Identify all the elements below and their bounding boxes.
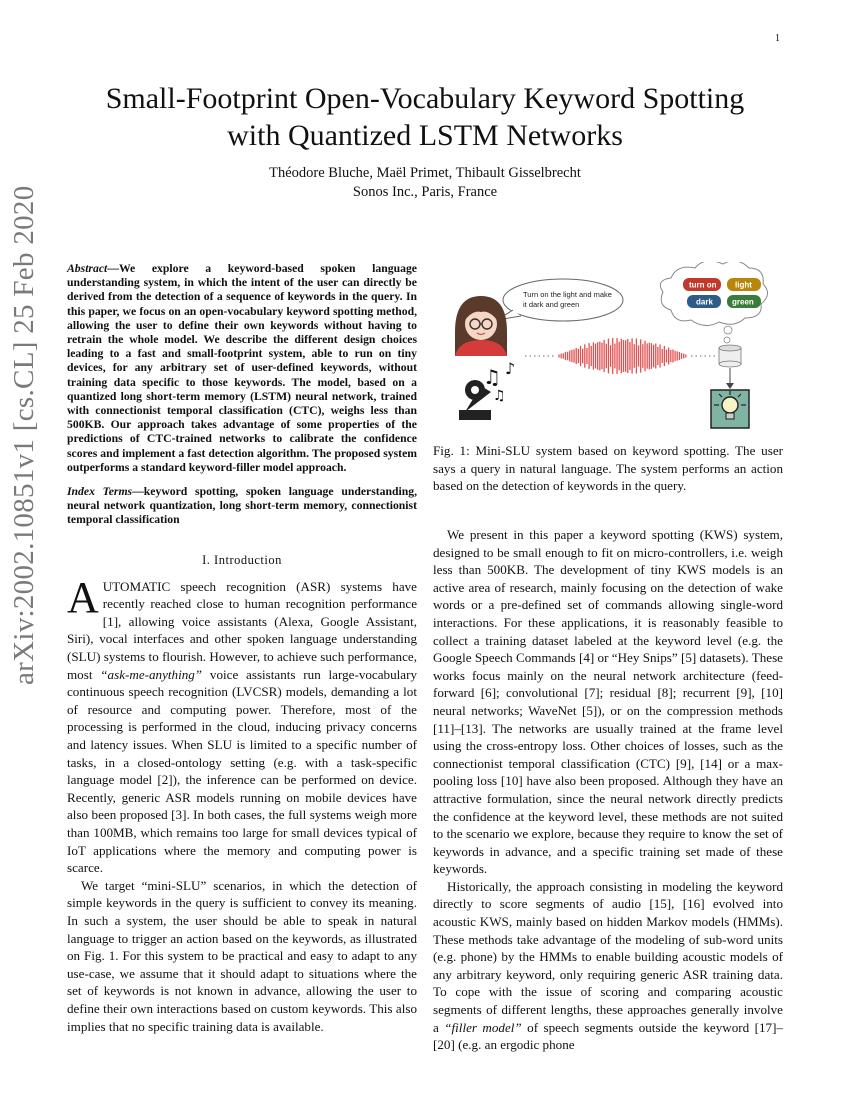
speech-line-2: it dark and green [523,300,580,309]
speech-bubble [497,279,623,321]
intro-paragraph-1 [67,572,417,877]
abstract-lead: Abstract [67,262,108,275]
lightbulb-icon [711,390,749,428]
svg-text:♪: ♪ [505,359,516,378]
svg-text:♫: ♫ [493,388,506,404]
right-paragraph-2 [433,878,783,1054]
index-terms-lead: Index Terms [67,485,133,499]
authors: Théodore Bluche, Maël Primet, Thibault Gisselbrecht [269,165,581,181]
right-column [433,526,783,1054]
figure-1-illustration [435,262,785,437]
right-paragraph-1: We present in this paper a keyword spotting (KWS) system, designed to be small enough to fit on micro-controllers, i.e. weigh less than 500KB. The development of tiny KWS models is an active area of research, mainly focusing on the detection of wake words or a pre-defined set of commands allowing single-word interactions. For these applications, it is reasonably feasible to collect a training dataset labeled at the keyword level (e.g. the Google Speech Commands [4] or “Hey Snips” [5] datasets). These works focus mainly on the neural network architecture (feed-forward [6]; convolutional [7]; residual [8]; recurrent [9], [10] neural networks; WaveNet [5]), or on the compression methods [11]–[13]. The networks are usually trained at the frame level using the cross-entropy loss. Other choices of losses, such as the connectionist temporal classification (CTC) [9], [14] or a max-pooling loss [10] have also been proposed. Although they have an attractive formulation, since the neural network directly predicts the confidence at the keyword level, these methods are not suited to the scenario we explore, because they require to know the set of keywords in advance, and a specific training set made of these keywords. [433,527,783,877]
svg-text:♫: ♫ [483,365,501,389]
paper-title [50,80,800,154]
dropcap: A [67,572,99,622]
right-p2-emphasis: “filler model” [444,1019,522,1035]
keyword-light: light [735,280,752,290]
audio-waveform-icon [559,338,686,374]
right-p2-rest: of speech segments outside the keyword [17]–[20] (e.g. an ergodic phone [433,1019,783,1053]
keyword-turn-on: turn on [689,280,717,290]
keyword-cloud [660,262,767,343]
speech-line-1: Turn on the light and make [523,290,612,299]
keyword-green: green [732,297,754,307]
intro-p1-text: UTOMATIC speech recognition (ASR) systems have recently reached close to human recognition performance [1], allowing voice assistants (Alexa, Google Assistant, Siri), vocal interfaces and other spoken language understanding (SLU) systems to flourish. However, to achieve such performance, most [67,578,417,682]
intro-p1-emphasis: “ask-me-anything” [100,666,203,682]
device-icon [719,345,741,367]
user-avatar-icon [455,296,507,356]
arxiv-stamp: arXiv:2002.10851v1 [cs.CL] 25 Feb 2020 [8,185,40,685]
title-line-2: with Quantized LSTM Networks [227,119,623,152]
figure-1-caption: Fig. 1: Mini-SLU system based on keyword spotting. The user says a query in natural language. The system performs an action based on the detection of keywords in the query. [433,443,783,494]
figure-1 [435,262,785,437]
abstract-text: —We explore a keyword-based spoken language understanding system, in which the intent of the user can directly be derived from the detection of a sequence of keywords in the query. In this paper, we focus on an open-vocabulary keyword spotting method, allowing the user to define their own keywords without having to retrain the whole model. We describe the different design choices leading to a fast and small-footprint system, able to run on tiny devices, for any arbitrary set of user-defined keywords, without training data specific to those keywords. The model, based on a quantized long short-term memory (LSTM) neural network, trained with connectionist temporal classification (CTC), weighs less than 500KB. Our approach takes advantage of some properties of the predictions of CTC-trained networks to calibrate the confidence scores and implement a fast detection algorithm. The proposed system outperforms a standard keyword-filler model approach. [67,262,417,474]
keyword-dark: dark [696,297,713,307]
index-terms-text: —keyword spotting, spoken language understanding, neural network quantization, long short-term memory, connectionist temporal classification [67,485,417,527]
intro-paragraph-2: We target “mini-SLU” scenarios, in which the detection of simple keywords in the query is sufficient to convey its meaning. In such a system, the user should be able to speak in natural language to trigger an action based on the keywords, as illustrated on Fig. 1. For this system to be practical and easy to adapt to any use-case, we assume that it should adapt to situations where the set of keywords is not known in advance, allowing the user to define their own interactions based on custom keywords. This also implies that no specific training data is available. [67,877,417,1034]
title-line-1: Small-Footprint Open-Vocabulary Keyword Spotting [105,82,745,115]
page-number: 1 [775,33,780,44]
section-heading-introduction: I. Introduction [202,552,282,567]
music-notes-icon [483,359,515,404]
right-p2-text: Historically, the approach consisting in modeling the keyword directly to score segments of audio [15], [16] evolved into acoustic KWS, mainly based on hidden Markov models (HMMs). These methods take advantage of the modeling of sub-word units (e.g. phone) by the HMMs to enable building acoustic models of any arbitrary keyword, only requiring generic ASR training data. To cope with the issue of scoring and comparing acoustic segments of different lengths, these approaches generally involve a [433,878,783,1035]
affiliation: Sonos Inc., Paris, France [352,184,498,200]
intro-p1-rest: voice assistants run large-vocabulary continuous speech recognition (LVCSR) models, demanding a lot of resource and computing power. Therefore, most of the processing is performed in the cloud, inducing privacy concerns and latency issues. When SLU is limited to a specific number of tasks, in a closed-ontology setting (e.g. with a task-specific language model [2]), the inference can be performed on device. Recently, generic ASR models running on mobile devices have also been proposed [3]. In both cases, the full systems weigh more than 100MB, which remains too large for small devices typical of IoT applications where the memory and computing power is scarce. [67,666,417,876]
abstract [67,262,417,475]
left-column [67,262,417,1035]
index-terms [67,485,417,528]
